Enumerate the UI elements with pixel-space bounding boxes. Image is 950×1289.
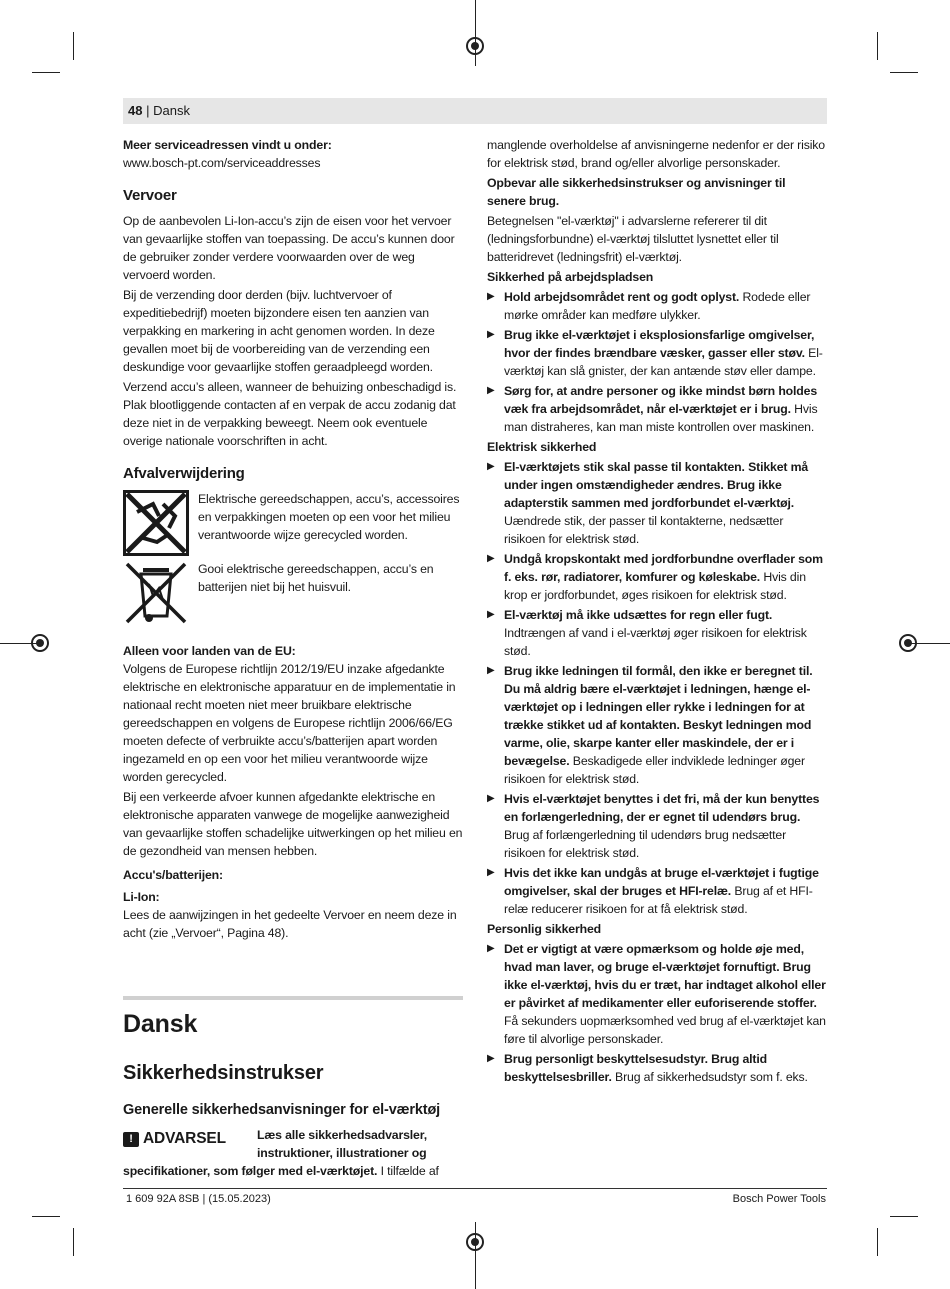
continued-paragraph: manglende overholdelse af anvisningerne nedenfor er der risiko for elektrisk stød, brand og/eller alvorlige personskader. [487, 138, 825, 170]
left-column [123, 136, 463, 1182]
electrical-heading: Elektrisk sikkerhed [487, 440, 597, 454]
list-item-lead: El-værktøjets stik skal passe til kontakten. Stikket må under ingen omstændigheder ændres. Brug ikke adapterstik sammen med jordforbundet el-værktøj. [504, 460, 809, 510]
triangle-right-icon: ▶ [487, 329, 495, 340]
list-item [487, 662, 827, 788]
footer-brand: Bosch Power Tools [732, 1193, 826, 1205]
page-number: 48 [128, 103, 143, 118]
disposal-paragraph: Gooi elektrische gereedschappen, accu’s en batterijen niet bij het huisvuil. [198, 562, 434, 594]
safety-title: Sikkerhedsinstrukser [123, 1062, 324, 1084]
crop-mark [73, 32, 74, 60]
list-item [487, 288, 827, 324]
list-item-lead: Brug ikke ledningen til formål, den ikke er beregnet til. Du må aldrig bære el-værktøjet i ledningen, hænge el-værktøjet op i ledningen eller rykke i ledningen for at trække stikket ud af kontakten. Beskyt ledningen mod varme, olie, skarpe kanter eller maskindele, der er i bevægelse. [504, 664, 813, 768]
registration-mark-icon [466, 1233, 484, 1251]
language-title: Dansk [123, 1010, 198, 1038]
personal-heading: Personlig sikkerhed [487, 922, 602, 936]
list-item-lead: Hold arbejdsområdet rent og godt oplyst. [504, 290, 740, 304]
registration-mark-icon [31, 634, 49, 652]
list-item-text: Hvis din krop er jordforbundet, øges risikoen for elektrisk stød. [504, 570, 806, 602]
service-heading: Meer serviceadressen vindt u onder: [123, 138, 332, 152]
crop-mark [877, 1228, 878, 1256]
warning-bold-text: Læs alle sikkerhedsadvarsler, instruktioner, illustrationer og specifikationer, som følger med el-værktøjet. [123, 1128, 427, 1178]
triangle-right-icon: ▶ [487, 461, 495, 472]
workplace-heading: Sikkerhed på arbejdspladsen [487, 270, 654, 284]
list-item [487, 790, 827, 862]
liion-paragraph: Lees de aanwijzingen in het gedeelte Vervoer en neem deze in acht (zie „Vervoer“, Pagina 48). [123, 908, 457, 940]
list-item-text: Rodede eller mørke områder kan medføre ulykker. [504, 290, 811, 322]
warning-triangle-icon: ! [123, 1132, 139, 1147]
warning-block [123, 1126, 463, 1180]
transport-heading: Vervoer [123, 187, 177, 204]
warning-label-text: ADVARSEL [143, 1130, 226, 1147]
list-item-lead: Brug personligt beskyttelsesudstyr. Brug altid beskyttelsesbriller. [504, 1052, 768, 1084]
warning-label [123, 1128, 251, 1150]
list-item-text: Beskadigede eller indviklede ledninger øger risikoen for elektrisk stød. [504, 754, 805, 786]
crop-mark [32, 1216, 60, 1217]
list-item-lead: Hvis el-værktøjet benyttes i det fri, må der kun benyttes en forlængerledning, der er egnet til udendørs brug. [504, 792, 820, 824]
eu-paragraph: Volgens de Europese richtlijn 2012/19/EU inzake afgedankte elektrische en elektronische apparatuur en de implementatie in nationaal recht moeten niet meer bruikbare elektrische gereedschappen en volgens de Europese richtlijn 2006/66/EG moeten defecte of verbruikte accu’s/batterijen apart worden ingezameld en op een voor het milieu verantwoorde wijze worden gerecycled. [123, 662, 456, 784]
triangle-right-icon: ▶ [487, 665, 495, 676]
triangle-right-icon: ▶ [487, 291, 495, 302]
batteries-heading: Accu's/batterijen: [123, 868, 223, 882]
disposal-bin-row [123, 560, 463, 626]
section-divider [123, 996, 463, 1000]
footer-doc-id: 1 609 92A 8SB | (15.05.2023) [126, 1193, 271, 1205]
crop-mark [32, 72, 60, 73]
header-separator: | [146, 103, 150, 118]
header-title [128, 103, 190, 119]
list-item-text: Brug af forlængerledning til udendørs brug nedsætter risikoen for elektrisk stød. [504, 828, 787, 860]
crop-mark [475, 0, 476, 66]
list-item [487, 940, 827, 1048]
crossed-wheelie-bin-icon [123, 560, 189, 626]
eu-heading: Alleen voor landen van de EU: [123, 644, 296, 658]
transport-paragraph: Op de aanbevolen Li-Ion-accu’s zijn de eisen voor het vervoer van gevaarlijke stoffen van toepassing. De accu’s kunnen door de gebruiker zonder verdere voorwaarden over de weg vervoerd worden. [123, 214, 455, 282]
list-item-lead: Brug ikke el-værktøjet i eksplosionsfarlige omgivelser, hvor der findes brændbare væsker, gasser eller støv. [504, 328, 815, 360]
triangle-right-icon: ▶ [487, 867, 495, 878]
disposal-heading: Afvalverwijdering [123, 465, 245, 482]
list-item-text: Brug af et HFI-relæ reducerer risikoen for at få elektrisk stød. [504, 884, 813, 916]
list-item [487, 864, 827, 918]
triangle-right-icon: ▶ [487, 1053, 495, 1064]
keep-instructions-paragraph: Opbevar alle sikkerhedsinstrukser og anvisninger til senere brug. [487, 176, 786, 208]
transport-paragraph: Bij de verzending door derden (bijv. luchtvervoer of expeditiebedrijf) moeten bijzondere eisen ten aanzien van verpakking en markering in acht genomen worden. In deze gevallen moet bij de voorbereiding van de verzending een deskundige voor gevaarlijke stoffen geraadpleegd worden. [123, 288, 435, 374]
warning-text: I tilfælde af [380, 1164, 439, 1178]
list-item-text: Uændrede stik, der passer til kontakterne, nedsætter risikoen for elektrisk stød. [504, 514, 784, 546]
footer-divider [123, 1188, 827, 1189]
term-paragraph: Betegnelsen "el-værktøj" i advarslerne refererer til dit (ledningsforbundne) el-værktøj tilsluttet lysnettet eller til batteridrevet (ledningsfrit) el-værktøj. [487, 214, 779, 264]
registration-mark-icon [466, 37, 484, 55]
triangle-right-icon: ▶ [487, 943, 495, 954]
triangle-right-icon: ▶ [487, 553, 495, 564]
transport-paragraph: Verzend accu’s alleen, wanneer de behuizing onbeschadigd is. Plak blootliggende contacten af en verpak de accu zodanig dat deze niet in de verpakking beweegt. Neem ook eventuele overige nationale voorschriften in acht. [123, 380, 457, 448]
crop-mark [890, 72, 918, 73]
list-item [487, 606, 827, 660]
list-item [487, 550, 827, 604]
header-language: Dansk [153, 103, 190, 118]
list-item-lead: Sørg for, at andre personer og ikke mindst børn holdes væk fra arbejdsområdet, når el-værktøjet er i brug. [504, 384, 818, 416]
service-url[interactable]: www.bosch-pt.com/serviceaddresses [123, 156, 321, 170]
disposal-paragraph: Elektrische gereedschappen, accu’s, accessoires en verpakkingen moeten op een voor het milieu verantwoorde wijze gerecycled worden. [198, 492, 460, 542]
triangle-right-icon: ▶ [487, 793, 495, 804]
list-item-lead: El-værktøj må ikke udsættes for regn eller fugt. [504, 608, 773, 622]
right-column [487, 136, 827, 1088]
list-item-text: Få sekunders uopmærksomhed ved brug af el-værktøjet kan føre til alvorlige personskader. [504, 1014, 826, 1046]
registration-mark-icon [899, 634, 917, 652]
disposal-recycle-row [123, 490, 463, 556]
triangle-right-icon: ▶ [487, 609, 495, 620]
list-item-text: Brug af sikkerhedsudstyr som f. eks. [615, 1070, 808, 1084]
list-item-text: Hvis man distraheres, kan man miste kontrollen over maskinen. [504, 402, 818, 434]
list-item [487, 1050, 827, 1086]
recycling-crossed-icon [123, 490, 189, 556]
list-item [487, 458, 827, 548]
list-item-lead: Undgå kropskontakt med jordforbundne overflader som f. eks. rør, radiatorer, komfurer og køleskabe. [504, 552, 823, 584]
crop-mark [877, 32, 878, 60]
list-item-lead: Hvis det ikke kan undgås at bruge el-værktøjet i fugtige omgivelser, skal der bruges et HFI-relæ. [504, 866, 819, 898]
eu-paragraph: Bij een verkeerde afvoer kunnen afgedankte elektrische en elektronische apparaten vanwege de mogelijke aanwezigheid van gevaarlijke stoffen schadelijke uitwerkingen op het milieu en de gezondheid van mensen hebben. [123, 790, 463, 858]
triangle-right-icon: ▶ [487, 385, 495, 396]
liion-heading: Li-Ion: [123, 890, 160, 904]
list-item [487, 326, 827, 380]
list-item-lead: Det er vigtigt at være opmærksom og holde øje med, hvad man laver, og bruge el-værktøjet fornuftigt. Brug ikke el-værktøj, hvis du er træt, har indtaget alkohol eller er påvirket af medikamenter eller euforiserende stoffer. [504, 942, 826, 1010]
list-item-text: El-værktøj kan slå gnister, der kan antænde støv eller dampe. [504, 346, 823, 378]
page-header [123, 98, 827, 124]
list-item-text: Indtrængen af vand i el-værktøj øger risikoen for elektrisk stød. [504, 626, 807, 658]
general-safety-title: Generelle sikkerhedsanvisninger for el-værktøj [123, 1102, 441, 1118]
crop-mark [890, 1216, 918, 1217]
crop-mark [73, 1228, 74, 1256]
list-item [487, 382, 827, 436]
